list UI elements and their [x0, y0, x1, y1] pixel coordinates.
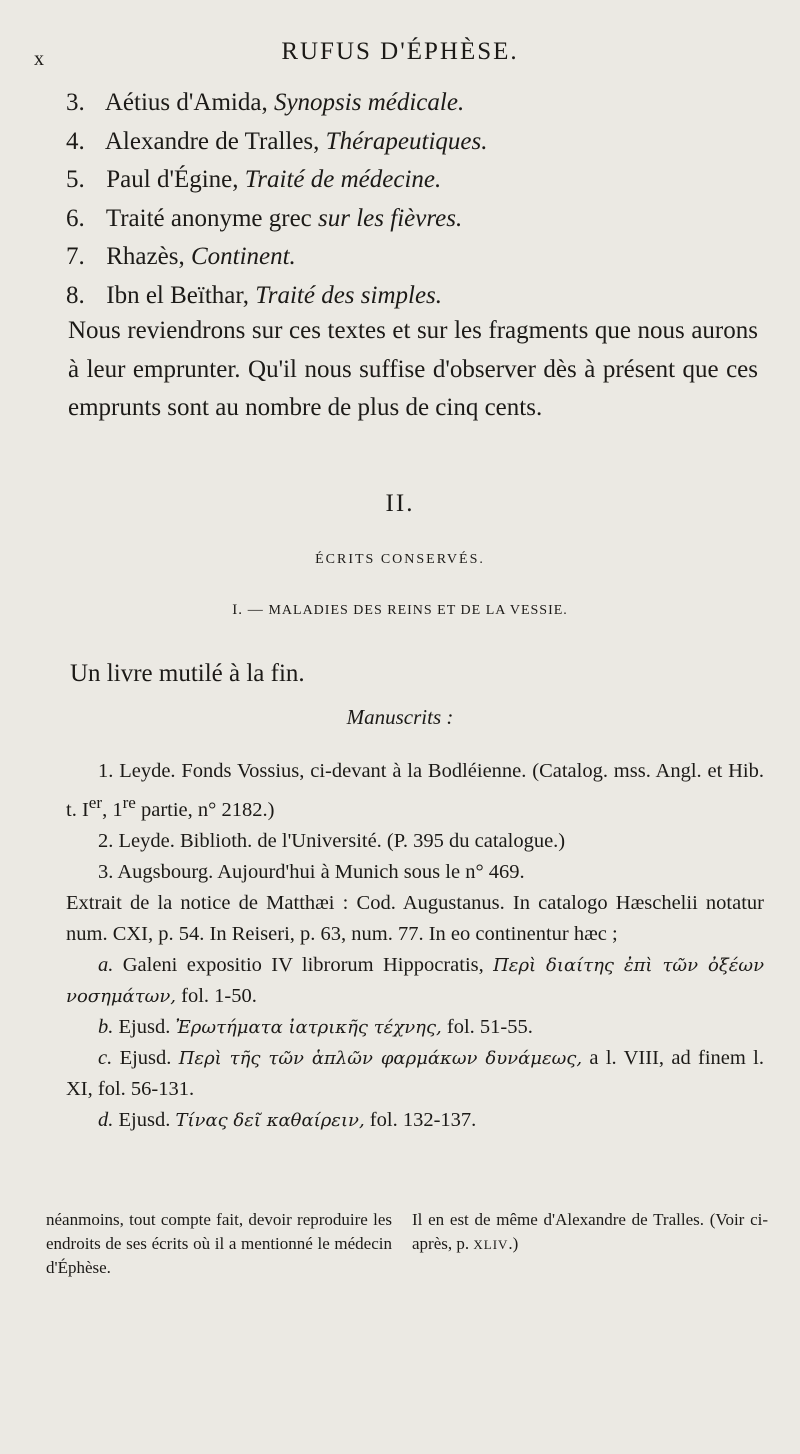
contents-b: b. Ejusd. Ἐρωτήματα ἰατρικῆς τέχνης, fol. 51-55.	[98, 1015, 533, 1038]
footnote-left: néanmoins, tout compte fait, devoir reproduire les endroits de ses écrits où il a mentionné le médecin d'Éphèse.	[46, 1210, 392, 1277]
list-item: 5. Paul d'Égine, Traité de médecine.	[66, 166, 442, 193]
sources-list	[66, 84, 766, 315]
section-title: ÉCRITS CONSERVÉS.	[315, 552, 485, 567]
manuscript-2: 2. Leyde. Biblioth. de l'Université. (P. 395 du catalogue.)	[98, 829, 566, 852]
contents-d: d. Ejusd. Τίνας δεῖ καθαίρειν, fol. 132-137.	[98, 1108, 477, 1131]
contents-a: a. Galeni expositio IV librorum Hippocratis, Περὶ διαίτης ἐπὶ τῶν ὀξέων νοσημάτων, fol. 1-50.	[66, 953, 765, 1007]
running-title: RUFUS D'ÉPHÈSE.	[281, 38, 519, 65]
running-head	[30, 36, 770, 70]
manuscripts-label: Manuscrits :	[346, 705, 454, 729]
manuscript-3: 3. Augsbourg. Aujourd'hui à Munich sous le n° 469.	[98, 860, 525, 883]
book-note: Un livre mutilé à la fin.	[70, 660, 305, 687]
footnote-right: Il en est de même d'Alexandre de Tralles. (Voir ci-après, p. XLIV.)	[412, 1210, 768, 1253]
list-item: 8. Ibn el Beïthar, Traité des simples.	[66, 281, 443, 309]
list-item: 4. Alexandre de Tralles, Thérapeutiques.	[66, 127, 488, 155]
manuscript-1: 1. Leyde. Fonds Vossius, ci-devant à la Bodléienne. (Catalog. mss. Angl. et Hib. t. Ier, 1re partie, n° 2182.)	[66, 760, 764, 821]
folio: x	[34, 48, 45, 70]
list-item: 3. Aétius d'Amida, Synopsis médicale.	[66, 89, 465, 116]
list-item: 6. Traité anonyme grec sur les fièvres.	[66, 204, 463, 232]
manuscripts-list	[66, 756, 764, 1136]
list-item: 7. Rhazès, Continent.	[66, 243, 296, 270]
contents-c: c. Ejusd. Περὶ τῆς τῶν ἁπλῶν φαρμάκων δυνάμεως, a l. VIII, ad finem l. XI, fol. 56-131.	[66, 1046, 765, 1100]
matthaei-extract: Extrait de la notice de Matthæi : Cod. Augustanus. In catalogo Hæschelii notatur num. CXI, p. 54. In Reiseri, p. 63, num. 77. In eo continentur hæc ;	[66, 891, 764, 945]
section-number: II.	[385, 490, 415, 517]
intro-paragraph: Nous reviendrons sur ces textes et sur les fragments que nous aurons à leur emprunter. Qu'il nous suffise d'observer dès à présent que ces emprunts sont au nombre de plus de cinq cents.	[68, 317, 758, 421]
subsection-title: I. — MALADIES DES REINS ET DE LA VESSIE.	[232, 602, 568, 618]
